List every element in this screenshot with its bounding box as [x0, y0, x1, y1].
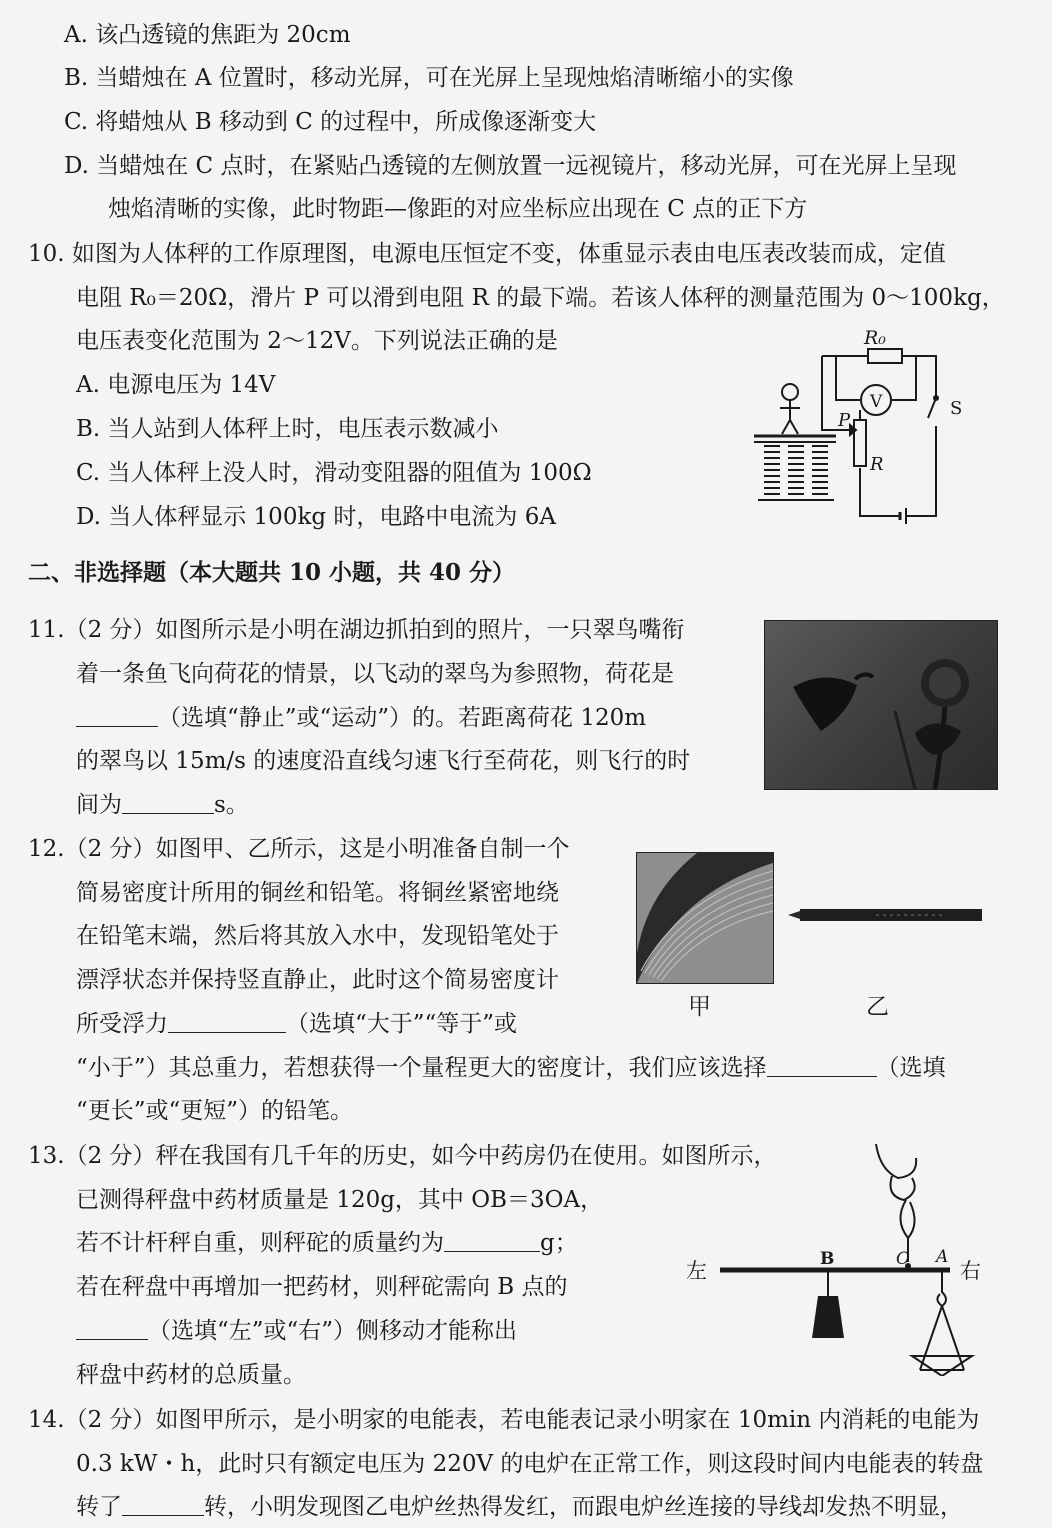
q12-line1: 12.（2 分）如图甲、乙所示，这是小明准备自制一个 — [28, 836, 570, 862]
q9-option-c: C. 将蜡烛从 B 移动到 C 的过程中，所成像逐渐变大 — [64, 109, 597, 135]
label-switch: S — [950, 398, 963, 419]
label-point-b: B — [820, 1249, 835, 1269]
q9-option-b: B. 当蜡烛在 A 位置时，移动光屏，可在光屏上呈现烛焰清晰缩小的实像 — [64, 65, 794, 91]
q12-line3: 在铅笔末端，然后将其放入水中，发现铅笔处于 — [76, 923, 559, 949]
q10-stem-line3: 电压表变化范围为 2～12V。下列说法正确的是 — [76, 328, 558, 354]
q10-option-c: C. 当人体秤上没人时，滑动变阻器的阻值为 100Ω — [76, 460, 592, 486]
q12-line5-suffix: （选填“大于”“等于”或 — [286, 1011, 518, 1037]
q14-blank1[interactable] — [122, 1493, 204, 1516]
q12-blank2[interactable] — [767, 1054, 877, 1077]
q10-stem-line2: 电阻 R₀＝20Ω，滑片 P 可以滑到电阻 R 的最下端。若该人体秤的测量范围为 0～100kg， — [76, 285, 1005, 311]
section-heading: 二、非选择题（本大题共 10 小题，共 40 分） — [28, 559, 516, 586]
label-right: 右 — [960, 1259, 981, 1283]
q13-line5: （选填“左”或“右”）侧移动才能称出 — [148, 1318, 518, 1344]
q12-line6-prefix: “小于”）其总重力，若想获得一个量程更大的密度计，我们应该选择 — [76, 1055, 767, 1081]
q14-line3-prefix: 转了 — [76, 1494, 122, 1520]
q14-line1: 14.（2 分）如图甲所示，是小明家的电能表，若电能表记录小明家在 10min 内消耗的电能为 — [28, 1407, 980, 1433]
q13-line3-row — [76, 1228, 578, 1258]
q10-option-d: D. 当人体秤显示 100kg 时，电路中电流为 6A — [76, 504, 556, 530]
q13-line3-suffix: g； — [540, 1230, 578, 1256]
copper-wire-photo — [636, 852, 774, 984]
label-rheostat: R — [870, 454, 884, 475]
q11-line5-prefix: 间为 — [76, 792, 122, 818]
label-voltmeter: V — [870, 392, 883, 412]
q14-line3-row — [76, 1492, 963, 1522]
q12-line6-row — [76, 1053, 946, 1083]
kingfisher-photo — [764, 620, 998, 790]
weight-scale-circuit-diagram — [740, 318, 970, 530]
q11-line5-row — [76, 790, 249, 820]
kingfisher-lotus-image — [765, 621, 997, 789]
q11-blank1[interactable] — [76, 704, 158, 727]
q13-line2: 已测得秤盘中药材质量是 120g，其中 OB＝3OA， — [76, 1187, 604, 1213]
figure-label-jia: 甲 — [688, 994, 711, 1020]
q10-stem-line1: 10. 如图为人体秤的工作原理图，电源电压恒定不变，体重显示表由电压表改装而成，定值 — [28, 241, 946, 267]
q11-blank2[interactable] — [122, 791, 214, 814]
q14-line3-suffix: 转，小明发现图乙电炉丝热得发红，而跟电炉丝连接的导线却发热不明显， — [204, 1494, 963, 1520]
q12-line7: “更长”或“更短”）的铅笔。 — [76, 1098, 354, 1124]
label-slider: P — [838, 410, 851, 431]
q13-line1: 13.（2 分）秤在我国有几千年的历史，如今中药房仍在使用。如图所示， — [28, 1143, 777, 1169]
q9-option-a: A. 该凸透镜的焦距为 20cm — [64, 22, 351, 48]
q13-line3-prefix: 若不计杆秤自重，则秤砣的质量约为 — [76, 1230, 444, 1256]
q13-line6: 秤盘中药材的总质量。 — [76, 1362, 306, 1388]
pencil-figure — [786, 904, 986, 926]
q12-line4: 漂浮状态并保持竖直静止，此时这个简易密度计 — [76, 967, 559, 993]
steelyard-figure — [680, 1140, 990, 1376]
q11-line5-suffix: s。 — [214, 792, 249, 818]
q12-line2: 简易密度计所用的铜丝和铅笔。将铜丝紧密地绕 — [76, 880, 559, 906]
q14-line2: 0.3 kW・h，此时只有额定电压为 220V 的电炉在正常工作，则这段时间内电能表的转盘 — [76, 1451, 984, 1477]
q9-option-d-line1: D. 当蜡烛在 C 点时，在紧贴凸透镜的左侧放置一远视镜片，移动光屏，可在光屏上呈现 — [64, 153, 957, 179]
q11-line2: 着一条鱼飞向荷花的情景，以飞动的翠鸟为参照物，荷花是 — [76, 661, 674, 687]
q13-blank1[interactable] — [444, 1229, 540, 1252]
q11-line4: 的翠鸟以 15m/s 的速度沿直线匀速飞行至荷花，则飞行的时 — [76, 748, 691, 774]
label-point-a: A — [936, 1247, 949, 1267]
q10-option-a: A. 电源电压为 14V — [76, 372, 276, 398]
figure-label-yi: 乙 — [866, 994, 889, 1020]
copper-wire-image — [637, 853, 773, 983]
label-r0: R₀ — [864, 327, 886, 349]
q12-line5-row — [76, 1009, 517, 1039]
q13-line5-row — [76, 1316, 517, 1346]
q11-line1: 11.（2 分）如图所示是小明在湖边抓拍到的照片，一只翠鸟嘴衔 — [28, 617, 685, 643]
q11-line3: （选填“静止”或“运动”）的。若距离荷花 120m — [158, 705, 647, 731]
label-left: 左 — [686, 1259, 707, 1283]
label-point-o: O — [896, 1249, 910, 1269]
q12-blank1[interactable] — [168, 1010, 286, 1033]
q13-blank2[interactable] — [76, 1317, 148, 1340]
q9-option-d-line2: 烛焰清晰的实像，此时物距—像距的对应坐标应出现在 C 点的正下方 — [108, 196, 808, 222]
q12-line6-suffix: （选填 — [876, 1055, 946, 1081]
q12-line5-prefix: 所受浮力 — [76, 1011, 168, 1037]
q10-option-b: B. 当人站到人体秤上时，电压表示数减小 — [76, 416, 499, 442]
q13-line4: 若在秤盘中再增加一把药材，则秤砣需向 B 点的 — [76, 1274, 568, 1300]
q11-line3-row — [76, 703, 646, 733]
